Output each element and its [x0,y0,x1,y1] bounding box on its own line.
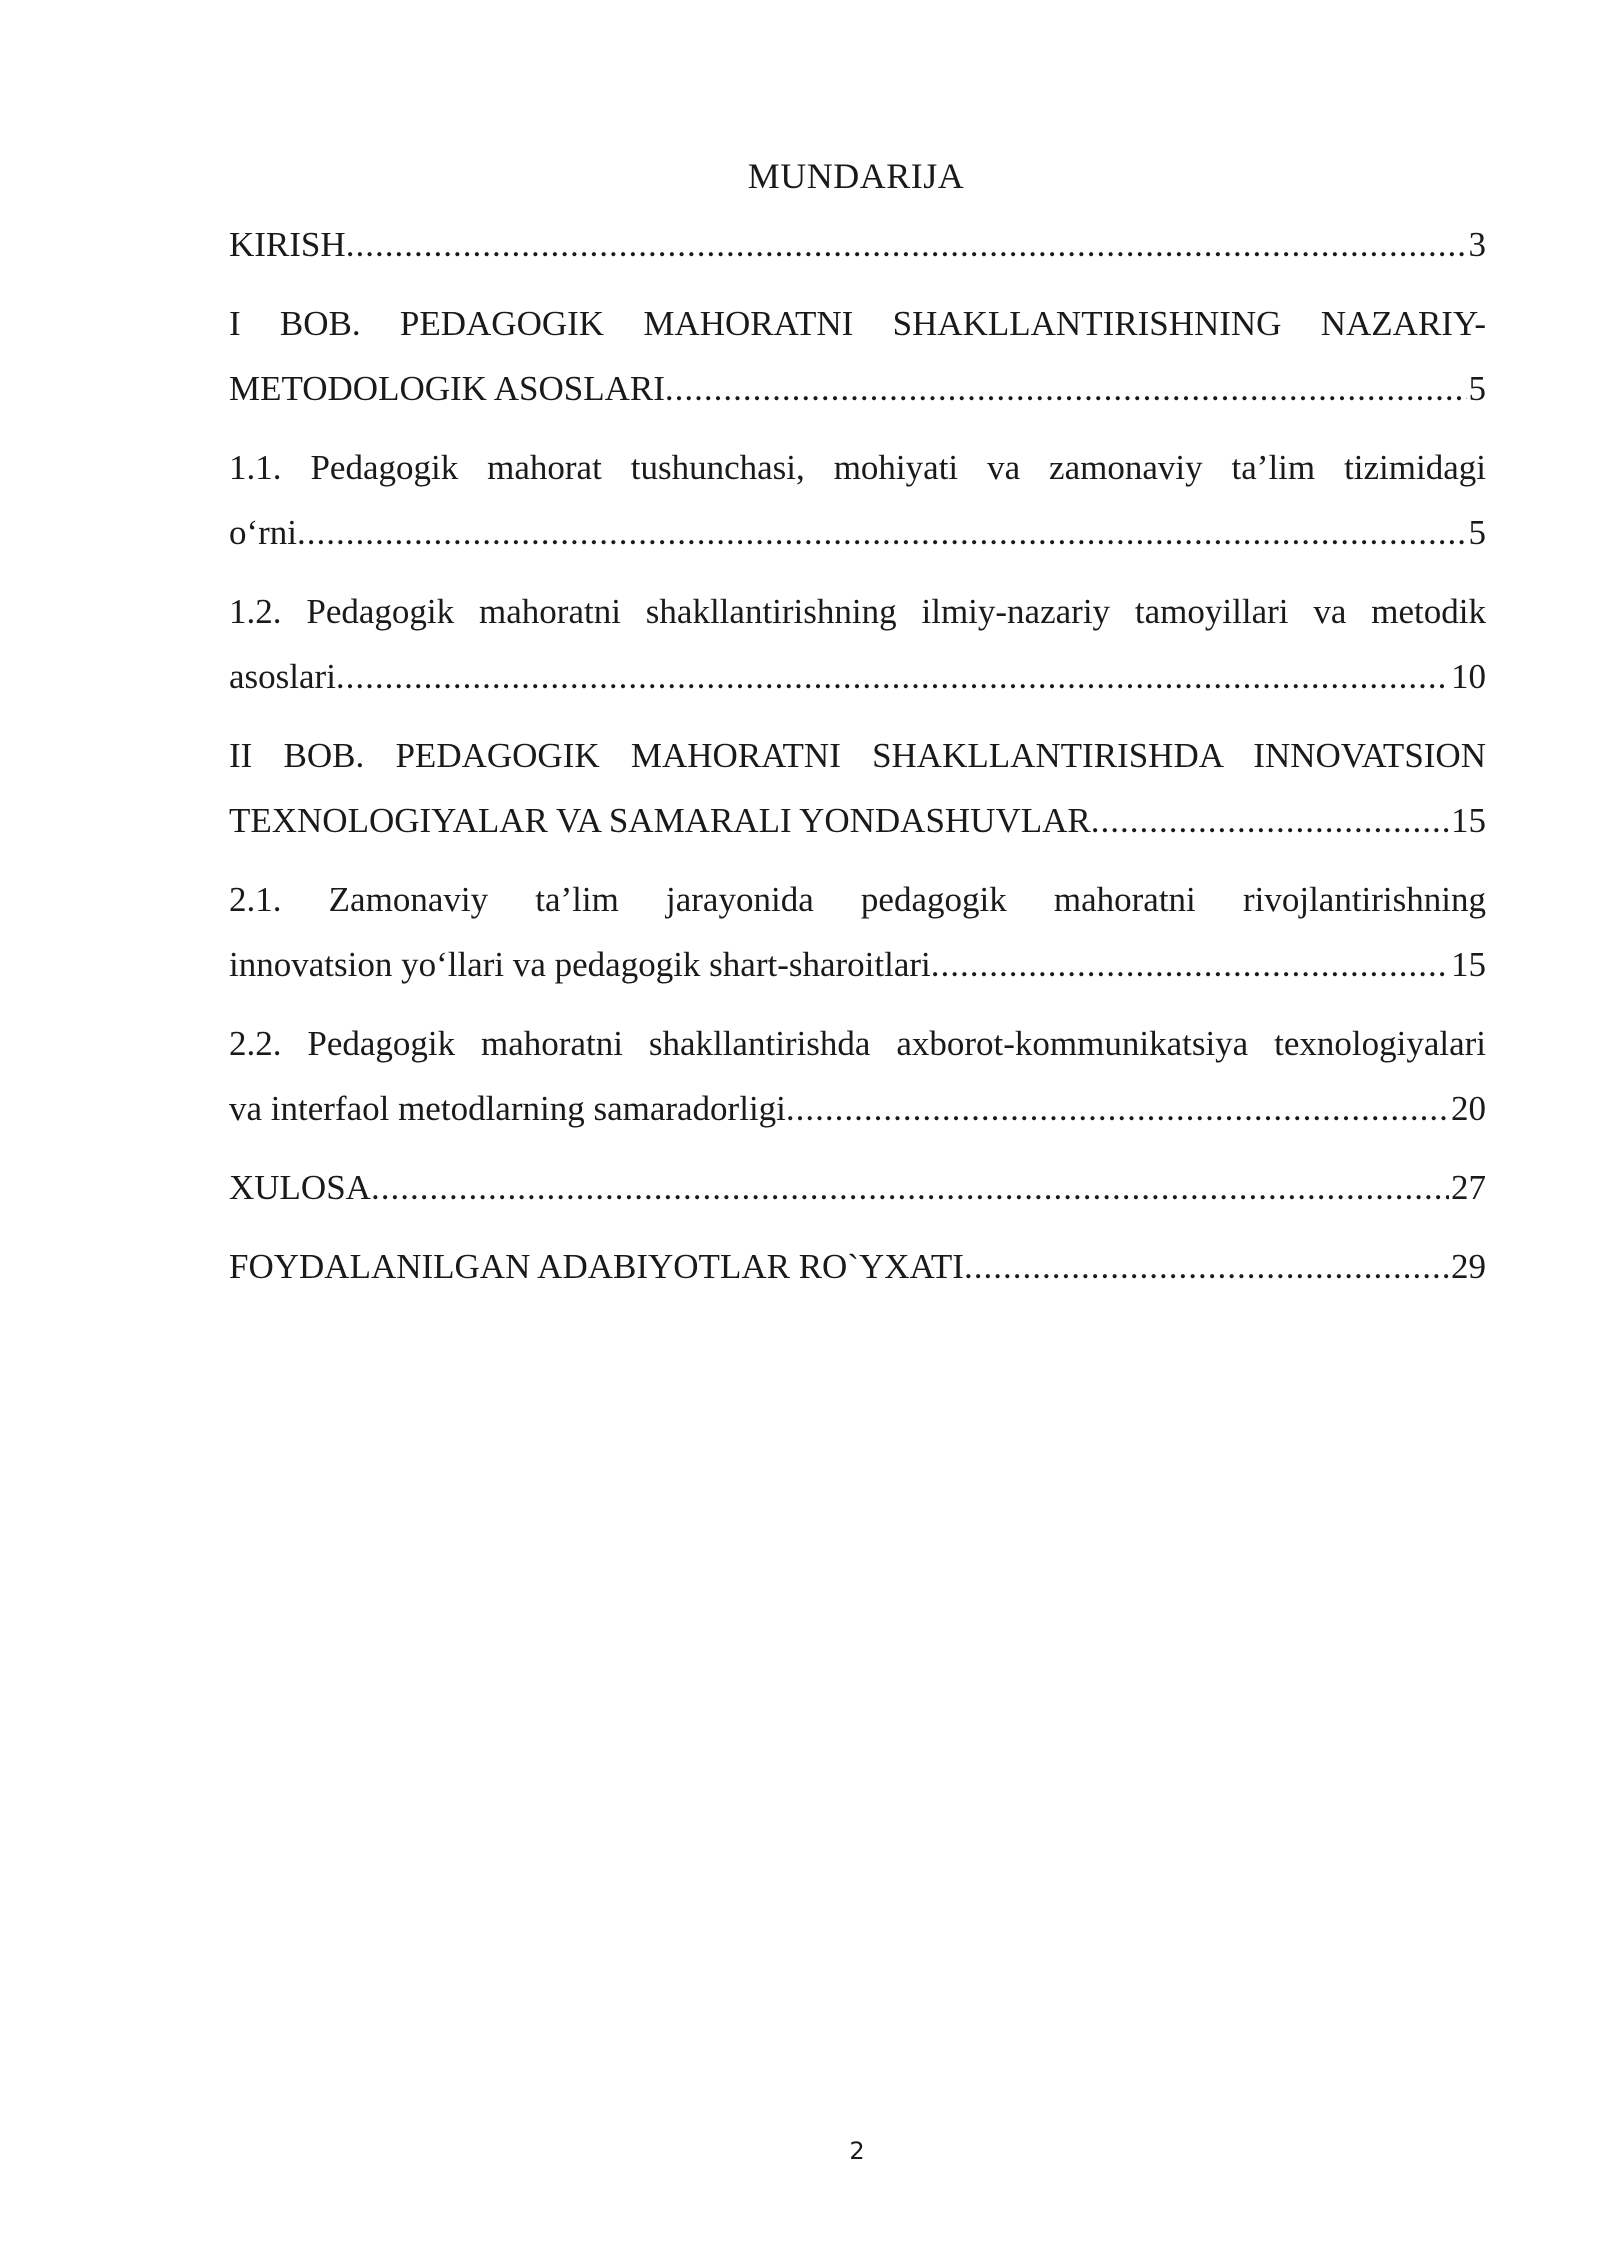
toc-page-number: 15 [1451,945,1486,984]
toc-leader-dots [371,1155,1449,1220]
toc-entry-text: innovatsion yo‘llari va pedagogik shart-sharoitlari [229,945,931,984]
toc-entry-text: 2.1. Zamonaviy ta’lim jarayonida pedagogik mahoratni rivojlantirishning [229,880,1486,919]
toc-entry-xulosa[interactable] [229,1155,1486,1220]
toc-leader-dots [297,500,1466,565]
toc-leader-dots [336,644,1449,709]
toc-entry-text: II BOB. PEDAGOGIK MAHORATNI SHAKLLANTIRISHDA INNOVATSION [229,736,1486,775]
toc-entry-text: 1.1. Pedagogik mahorat tushunchasi, mohiyati va zamonaviy ta’lim tizimidagi [229,448,1486,487]
toc-heading: MUNDARIJA [747,156,965,196]
toc-page-number: 10 [1451,657,1486,696]
toc-entry-section-2-2[interactable] [229,1011,1486,1141]
toc-leader-dots [1091,788,1449,853]
toc-entry-text: 1.2. Pedagogik mahoratni shakllantirishning ilmiy-nazariy tamoyillari va metodik [229,592,1486,631]
toc-entry-chapter-2[interactable] [229,723,1486,853]
toc-leader-dots [786,1076,1449,1141]
toc-entry-bibliography[interactable] [229,1234,1486,1299]
table-of-contents [229,212,1486,1313]
toc-entry-section-1-1[interactable] [229,435,1486,565]
toc-entry-chapter-1[interactable] [229,291,1486,421]
toc-entry-text: va interfaol metodlarning samaradorligi [229,1089,786,1128]
toc-leader-dots [665,356,1467,421]
toc-leader-dots [964,1234,1449,1299]
toc-entry-text: XULOSA [229,1168,371,1207]
toc-leader-dots [931,932,1449,997]
toc-page-number: 27 [1451,1168,1486,1207]
toc-page-number: 20 [1451,1089,1486,1128]
toc-entry-section-1-2[interactable] [229,579,1486,709]
toc-entry-text: FOYDALANILGAN ADABIYOTLAR RO`YXATI [229,1247,964,1286]
toc-entry-text: I BOB. PEDAGOGIK MAHORATNI SHAKLLANTIRISHNING NAZARIY- [229,304,1486,343]
toc-entry-text: METODOLOGIK ASOSLARI [229,369,665,408]
toc-entry-text: TEXNOLOGIYALAR VA SAMARALI YONDASHUVLAR [229,801,1091,840]
toc-entry-text: KIRISH [229,225,346,264]
toc-entry-kirish[interactable] [229,212,1486,277]
toc-entry-text: asoslari [229,657,336,696]
toc-page-number: 3 [1468,225,1486,264]
toc-entry-section-2-1[interactable] [229,867,1486,997]
toc-page-number: 29 [1451,1247,1486,1286]
page-number: 2 [849,2137,865,2165]
toc-leader-dots [346,212,1467,277]
toc-page-number: 5 [1468,513,1486,552]
toc-entry-text: o‘rni [229,513,298,552]
toc-page-number: 5 [1468,369,1486,408]
toc-entry-text: 2.2. Pedagogik mahoratni shakllantirishda axborot-kommunikatsiya texnologiyalari [229,1024,1486,1063]
toc-page-number: 15 [1451,801,1486,840]
